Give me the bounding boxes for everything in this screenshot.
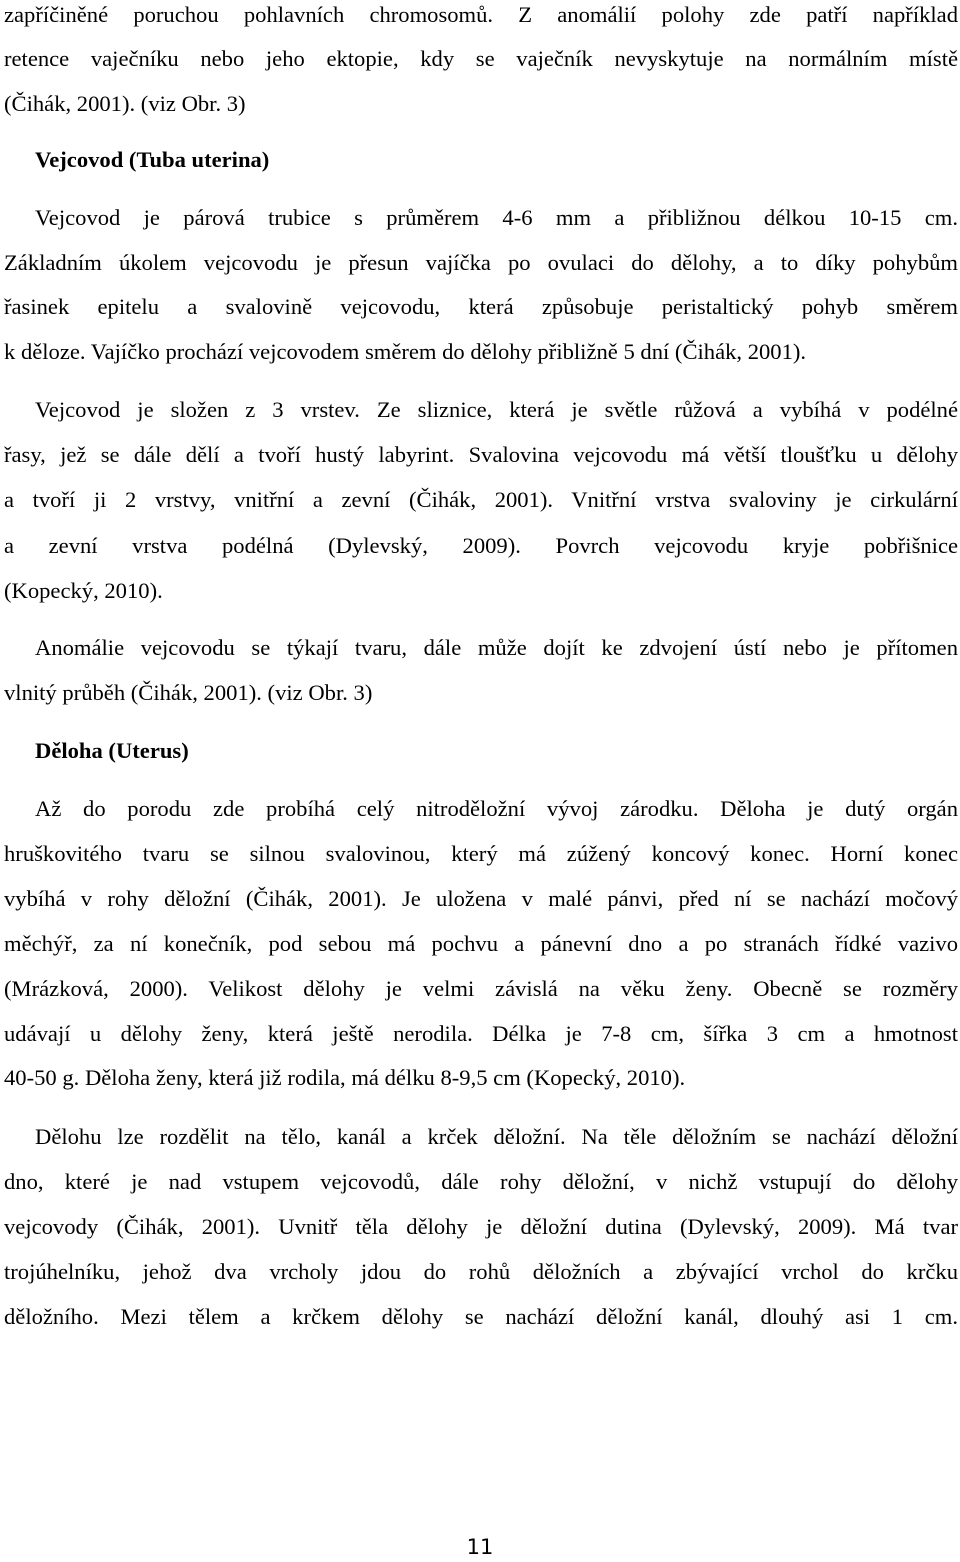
- body-text-line: Anomálie vejcovodu se týkají tvaru, dále může dojít ke zdvojení ústí nebo je přítomen: [35, 635, 958, 660]
- body-text-line: řasinek epitelu a svalovině vejcovodu, která způsobuje peristaltický pohyb směrem: [4, 294, 958, 319]
- body-text-line: Vejcovod je složen z 3 vrstev. Ze sliznice, která je světle růžová a vybíhá v podélné: [35, 397, 958, 422]
- body-text-line: hruškovitého tvaru se silnou svalovinou, který má zúžený koncový konec. Horní konec: [4, 841, 958, 866]
- body-text-line: (Kopecký, 2010).: [4, 578, 163, 603]
- body-text-line: zapříčiněné poruchou pohlavních chromosomů. Z anomálií polohy zde patří například: [4, 2, 958, 27]
- section-heading: Vejcovod (Tuba uterina): [35, 147, 270, 172]
- body-text-line: a tvoří ji 2 vrstvy, vnitřní a zevní (Čihák, 2001). Vnitřní vrstva svaloviny je cirkulární: [4, 487, 958, 512]
- body-text-line: Vejcovod je párová trubice s průměrem 4-6 mm a přibližnou délkou 10-15 cm.: [35, 205, 958, 230]
- body-text-line: děložního. Mezi tělem a krčkem dělohy se nachází děložní kanál, dlouhý asi 1 cm.: [4, 1304, 958, 1329]
- body-text-line: udávají u dělohy ženy, která ještě nerodila. Délka je 7-8 cm, šířka 3 cm a hmotnost: [4, 1021, 958, 1046]
- body-text-line: retence vaječníku nebo jeho ektopie, kdy se vaječník nevyskytuje na normálním místě: [4, 46, 958, 71]
- body-text-line: a zevní vrstva podélná (Dylevský, 2009). Povrch vejcovodu kryje pobřišnice: [4, 533, 958, 558]
- body-text-line: 40-50 g. Děloha ženy, která již rodila, má délku 8-9,5 cm (Kopecký, 2010).: [4, 1065, 686, 1090]
- body-text-line: dno, které je nad vstupem vejcovodů, dále rohy děložní, v nichž vstupují do dělohy: [4, 1169, 958, 1194]
- body-text-line: trojúhelníku, jehož dva vrcholy jdou do rohů děložních a zbývající vrchol do krčku: [4, 1259, 958, 1284]
- body-text-line: vejcovody (Čihák, 2001). Uvnitř těla dělohy je děložní dutina (Dylevský, 2009). Má tvar: [4, 1214, 958, 1239]
- body-text-line: k děloze. Vajíčko prochází vejcovodem směrem do dělohy přibližně 5 dní (Čihák, 2001).: [4, 339, 807, 364]
- body-text-line: Až do porodu zde probíhá celý nitroděložní vývoj zárodku. Děloha je dutý orgán: [35, 796, 958, 821]
- page-number: 11: [466, 1535, 494, 1559]
- body-text-line: Dělohu lze rozdělit na tělo, kanál a krček děložní. Na těle děložním se nachází děložní: [35, 1124, 958, 1149]
- body-text-line: (Čihák, 2001). (viz Obr. 3): [4, 91, 246, 116]
- section-heading: Děloha (Uterus): [35, 738, 189, 763]
- body-text-line: (Mrázková, 2000). Velikost dělohy je velmi závislá na věku ženy. Obecně se rozměry: [4, 976, 958, 1001]
- body-text-line: vybíhá v rohy děložní (Čihák, 2001). Je uložena v malé pánvi, před ní se nachází močový: [4, 886, 958, 911]
- body-text-line: vlnitý průběh (Čihák, 2001). (viz Obr. 3): [4, 680, 373, 705]
- body-text-line: řasy, jež se dále dělí a tvoří hustý labyrint. Svalovina vejcovodu má větší tloušťku u dělohy: [4, 442, 958, 467]
- body-text-line: Základním úkolem vejcovodu je přesun vajíčka po ovulaci do dělohy, a to díky pohybům: [4, 250, 958, 275]
- body-text-line: měchýř, za ní konečník, pod sebou má pochvu a pánevní dno a po stranách řídké vazivo: [4, 931, 958, 956]
